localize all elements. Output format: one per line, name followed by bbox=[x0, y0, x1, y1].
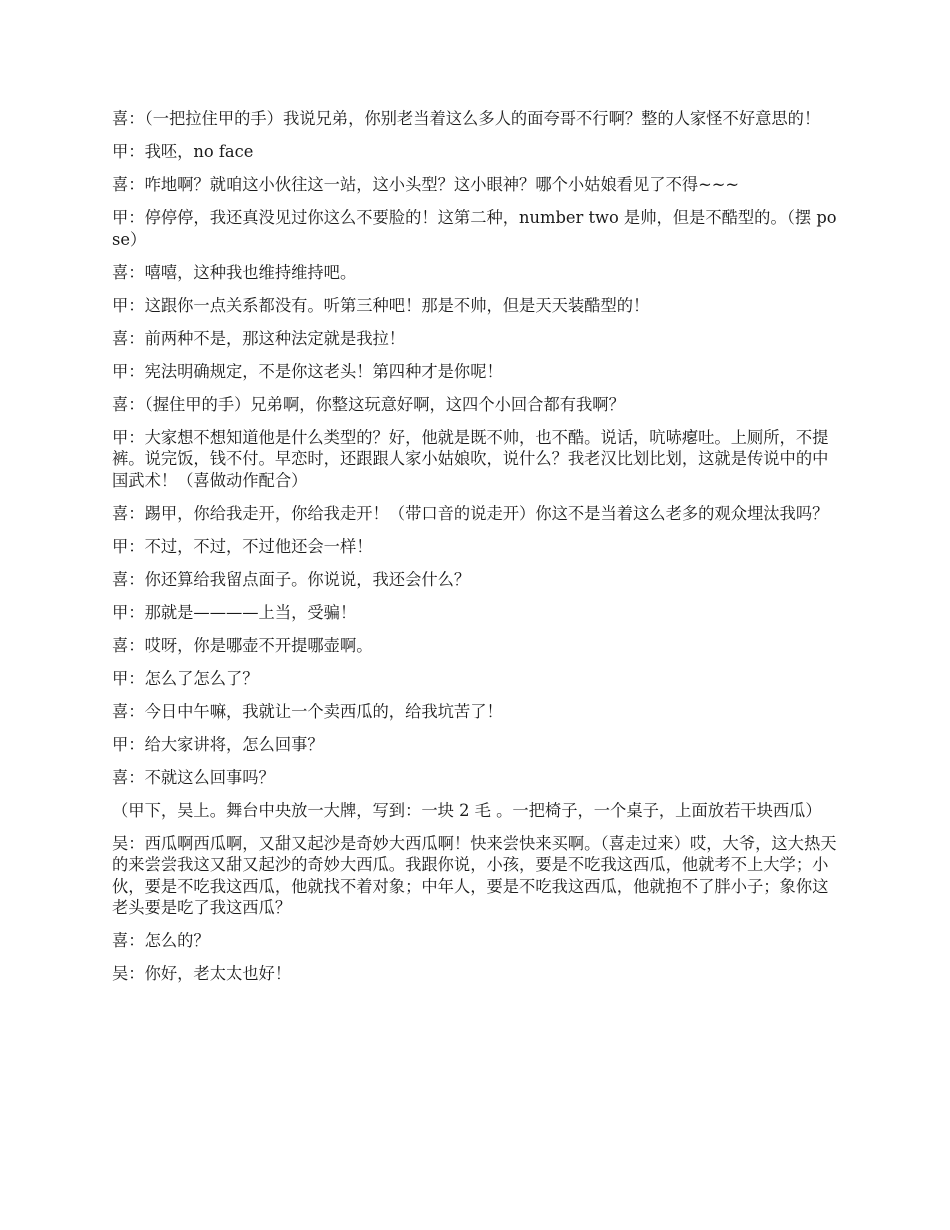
dialogue-line: 喜：咋地啊？就咱这小伙往这一站，这小头型？这小眼神？哪个小姑娘看见了不得~~~ bbox=[112, 175, 740, 194]
stage-direction: （甲下，吴上。舞台中央放一大牌，写到：一块 2 毛 。一把椅子，一个桌子，上面放若干块西瓜） bbox=[112, 800, 822, 820]
dialogue-line: 喜：踢甲，你给我走开，你给我走开！（带口音的说走开）你这不是当着这么老多的观众埋汰我吗？ bbox=[112, 503, 829, 523]
dialogue-line: 甲：宪法明确规定，不是你这老头！第四种才是你呢！ bbox=[112, 361, 503, 381]
dialogue-line: 甲：那就是————上当，受骗！ bbox=[112, 602, 357, 622]
dialogue-line: 喜：哎呀，你是哪壶不开提哪壶啊。 bbox=[112, 635, 373, 655]
dialogue-line: 甲：停停停，我还真没见过你这么不要脸的！这第二种，number two 是帅，但是不酷型的。（摆 pose） bbox=[112, 208, 837, 249]
dialogue-line: 甲：大家想不想知道他是什么类型的？好，他就是既不帅，也不酷。说话，吭哧瘪吐。上厕所，不提裤。说完饭，钱不付。早恋时，还跟跟人家小姑娘吹，说什么？我老汉比划比划，这就是传说中的中国武术！（喜做动作配合） bbox=[112, 427, 829, 490]
dialogue-line: 喜：今日中午嘛，我就让一个卖西瓜的，给我坑苦了！ bbox=[112, 701, 503, 721]
dialogue-line: 喜：不就这么回事吗？ bbox=[112, 767, 275, 787]
dialogue-line: 吴：你好，老太太也好！ bbox=[112, 964, 292, 983]
dialogue-line: 喜：（握住甲的手）兄弟啊，你整这玩意好啊，这四个小回合都有我啊？ bbox=[112, 394, 625, 414]
dialogue-line: 喜：（一把拉住甲的手）我说兄弟，你别老当着这么多人的面夸哥不行啊？整的人家怪不好意思的！ bbox=[112, 109, 821, 128]
dialogue-line: 喜：你还算给我留点面子。你说说，我还会什么？ bbox=[112, 569, 471, 589]
dialogue-line: 甲：我呸，no face bbox=[112, 142, 254, 161]
dialogue-line: 甲：给大家讲将，怎么回事？ bbox=[112, 734, 324, 754]
dialogue-line: 喜：怎么的？ bbox=[112, 931, 210, 950]
document-page bbox=[112, 108, 842, 996]
dialogue-line: 喜：前两种不是，那这种法定就是我拉！ bbox=[112, 328, 406, 348]
dialogue-line: 甲：不过，不过，不过他还会一样！ bbox=[112, 536, 373, 556]
dialogue-line: 甲：这跟你一点关系都没有。听第三种吧！那是不帅，但是天天装酷型的！ bbox=[112, 295, 650, 315]
dialogue-line: 甲：怎么了怎么了？ bbox=[112, 668, 259, 688]
dialogue-line: 吴：西瓜啊西瓜啊，又甜又起沙是奇妙大西瓜啊！快来尝快来买啊。（喜走过来）哎，大爷，这大热天的来尝尝我这又甜又起沙的奇妙大西瓜。我跟你说，小孩，要是不吃我这西瓜，他就考不上大学；小伙，要是不吃我这西瓜，他就找不着对象；中年人，要是不吃我这西瓜，他就抱不了胖小子；象你这老头要是吃了我这西瓜？ bbox=[112, 833, 837, 917]
dialogue-line: 喜：嘻嘻，这种我也维持维持吧。 bbox=[112, 262, 357, 282]
